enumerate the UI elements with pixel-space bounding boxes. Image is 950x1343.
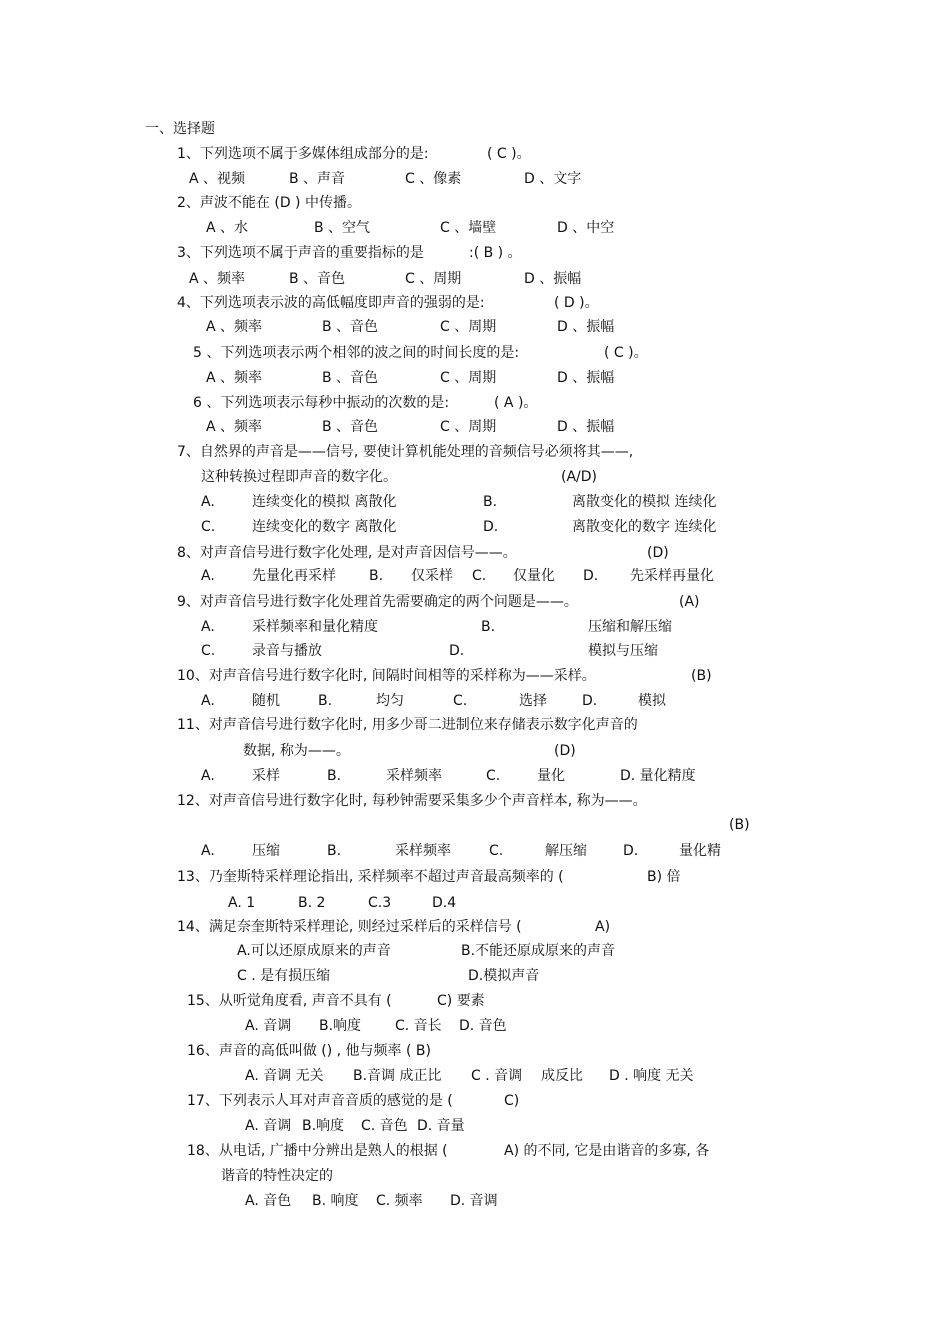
option-b: 离散变化的模拟 连续化	[572, 494, 717, 510]
option-a: A. 音调	[245, 1118, 292, 1134]
question-text: 8、对声音信号进行数字化处理, 是对声音因信号——。	[177, 545, 517, 561]
question-text: 6 、下列选项表示每秒中振动的次数的是:	[193, 395, 450, 411]
option-a: A 、水	[206, 220, 249, 236]
option-d: 量化精	[679, 843, 721, 859]
option-a-label: A.	[201, 843, 215, 859]
option-b-label: B.	[318, 693, 333, 709]
question-text: 4、下列选项表示波的高低幅度即声音的强弱的是:	[177, 295, 485, 311]
question-answer: :( B ) 。	[469, 245, 522, 261]
option-c: 解压缩	[545, 843, 587, 859]
option-d: 先采样再量化	[630, 568, 714, 584]
option-c-label: C.	[472, 568, 487, 584]
option-b: B 、音色	[322, 419, 379, 435]
option-b: B. 2	[298, 895, 326, 911]
question-answer: (B)	[691, 668, 712, 684]
option-d: D . 响度 无关	[609, 1068, 694, 1084]
option-c-label: C.	[489, 843, 504, 859]
option-b: B 、音色	[322, 319, 379, 335]
question-text: 这种转换过程即声音的数字化。	[201, 469, 397, 485]
question-answer: C)	[504, 1093, 520, 1109]
question-16: 16、声音的高低叫做 () , 他与频率 ( B)	[187, 1043, 431, 1059]
question-answer: (D)	[554, 743, 576, 759]
option-a-label: A.	[201, 494, 215, 510]
option-b-label: B.	[327, 843, 342, 859]
section-title: 一、选择题	[145, 121, 215, 137]
option-a: A 、频率	[206, 370, 263, 386]
option-a: A. 音调	[245, 1018, 292, 1034]
option-c: C . 是有损压缩	[237, 968, 331, 984]
option-a: A. 1	[228, 895, 256, 911]
option-c: C 、周期	[405, 271, 462, 287]
option-a: A. 音色	[245, 1193, 292, 1209]
option-b: B.响度	[319, 1018, 362, 1034]
option-c: C 、周期	[440, 419, 497, 435]
option-d: D 、振幅	[557, 319, 615, 335]
option-c: C.3	[368, 895, 392, 911]
option-b: B. 响度	[312, 1193, 359, 1209]
option-d: D. 音色	[459, 1018, 507, 1034]
question-answer: ( C )。	[604, 345, 648, 361]
option-b-label: B.	[327, 768, 342, 784]
question-12: 12、对声音信号进行数字化时, 每秒钟需要采集多少个声音样本, 称为——。	[177, 793, 647, 809]
question-2: 2、声波不能在 (D ) 中传播。	[177, 195, 361, 211]
option-a: A.可以还原成原来的声音	[237, 943, 391, 959]
option-d: D. 音量	[417, 1118, 465, 1134]
option-d: D.模拟声音	[468, 968, 540, 984]
question-answer: ( C )。	[487, 146, 531, 162]
question-answer: C) 要素	[437, 993, 485, 1009]
option-c-label: C.	[486, 768, 501, 784]
question-answer: A) 的不同, 它是由谐音的多寡, 各	[504, 1143, 710, 1159]
question-7: 7、自然界的声音是——信号, 要使计算机能处理的音频信号必须将其——,	[177, 444, 634, 460]
option-b: 采样频率	[386, 768, 442, 784]
option-c-detail: 成反比	[541, 1068, 583, 1084]
option-d: D 、振幅	[557, 419, 615, 435]
option-d: D 、中空	[557, 220, 615, 236]
option-b: B.音调 成正比	[353, 1068, 442, 1084]
question-answer: (D)	[647, 545, 669, 561]
option-d: D 、文字	[524, 171, 582, 187]
option-a: 压缩	[252, 843, 280, 859]
option-d: D.4	[432, 895, 457, 911]
option-d: D. 量化精度	[620, 768, 696, 784]
option-c: 选择	[519, 693, 547, 709]
option-a: A 、频率	[206, 419, 263, 435]
question-answer: ( A )。	[494, 395, 538, 411]
option-d: 模拟	[638, 693, 666, 709]
option-d: D 、振幅	[524, 271, 582, 287]
option-a: A 、频率	[189, 271, 246, 287]
option-b: B.不能还原成原来的声音	[461, 943, 616, 959]
question-text: 17、下列表示人耳对声音音质的感觉的是 (	[187, 1093, 453, 1109]
question-answer: A)	[595, 919, 611, 935]
option-c: 仅量化	[513, 568, 555, 584]
option-c: C . 音调	[471, 1068, 523, 1084]
option-c: 量化	[537, 768, 565, 784]
option-b: B 、空气	[314, 220, 371, 236]
option-b: 仅采样	[411, 568, 453, 584]
question-answer: ( D )。	[554, 295, 599, 311]
option-c: C 、周期	[440, 370, 497, 386]
option-a-label: A.	[201, 693, 215, 709]
option-c: 录音与播放	[252, 643, 322, 659]
option-a: 采样	[252, 768, 280, 784]
question-11: 11、对声音信号进行数字化时, 用多少哥二进制位来存储表示数字化声音的	[177, 717, 638, 733]
option-b: B 、音色	[289, 271, 346, 287]
option-b-label: B.	[481, 619, 496, 635]
question-text: 10、对声音信号进行数字化时, 间隔时间相等的采样称为——采样。	[177, 668, 596, 684]
question-text: 5 、下列选项表示两个相邻的波之间的时间长度的是:	[193, 345, 520, 361]
option-b: 压缩和解压缩	[588, 619, 672, 635]
question-text: 3、下列选项不属于声音的重要指标的是	[177, 245, 424, 261]
option-c-label: C.	[201, 643, 216, 659]
option-c: C. 音色	[361, 1118, 408, 1134]
option-d: D. 音调	[450, 1193, 498, 1209]
option-a: A 、视频	[189, 171, 246, 187]
question-answer: (A/D)	[561, 469, 597, 485]
question-answer: (A)	[679, 594, 700, 610]
option-b-label: B.	[369, 568, 384, 584]
question-text: 14、满足奈奎斯特采样理论, 则经过采样后的采样信号 (	[177, 919, 522, 935]
question-text: 1、下列选项不属于多媒体组成部分的是:	[177, 146, 429, 162]
option-c: C 、周期	[440, 319, 497, 335]
option-b: B.响度	[302, 1118, 345, 1134]
option-c-label: C.	[453, 693, 468, 709]
option-c: 连续变化的数字 离散化	[252, 519, 397, 535]
option-c: C 、像素	[405, 171, 462, 187]
option-b-label: B.	[483, 494, 498, 510]
option-a: 先量化再采样	[252, 568, 336, 584]
option-a: A. 音调 无关	[245, 1068, 324, 1084]
option-d-label: D.	[483, 519, 499, 535]
option-a: A 、频率	[206, 319, 263, 335]
question-18-cont: 谐音的特性决定的	[221, 1168, 333, 1184]
option-d: D 、振幅	[557, 370, 615, 386]
question-answer: B) 倍	[647, 869, 681, 885]
option-a-label: A.	[201, 768, 215, 784]
option-d: 离散变化的数字 连续化	[572, 519, 717, 535]
question-text: 数据, 称为——。	[243, 743, 350, 759]
option-c-label: C.	[201, 519, 216, 535]
option-b: 均匀	[376, 693, 404, 709]
question-12-answer: (B)	[729, 817, 750, 833]
question-text: 9、对声音信号进行数字化处理首先需要确定的两个问题是——。	[177, 594, 578, 610]
option-d-label: D.	[582, 693, 598, 709]
option-c: C. 频率	[376, 1193, 423, 1209]
option-a: 连续变化的模拟 离散化	[252, 494, 397, 510]
question-text: 18、从电话, 广播中分辨出是熟人的根据 (	[187, 1143, 448, 1159]
option-b: B 、音色	[322, 370, 379, 386]
option-a: 采样频率和量化精度	[252, 619, 378, 635]
option-b: B 、声音	[289, 171, 346, 187]
option-a-label: A.	[201, 619, 215, 635]
option-b: 采样频率	[395, 843, 451, 859]
option-c: C 、墙壁	[440, 220, 497, 236]
option-c: C. 音长	[395, 1018, 442, 1034]
option-a-label: A.	[201, 568, 215, 584]
option-d: 模拟与压缩	[588, 643, 658, 659]
option-d-label: D.	[623, 843, 639, 859]
option-d-label: D.	[449, 643, 465, 659]
question-text: 15、从听觉角度看, 声音不具有 (	[187, 993, 392, 1009]
option-d-label: D.	[583, 568, 599, 584]
option-a: 随机	[252, 693, 280, 709]
question-text: 13、乃奎斯特采样理论指出, 采样频率不超过声音最高频率的 (	[177, 869, 564, 885]
